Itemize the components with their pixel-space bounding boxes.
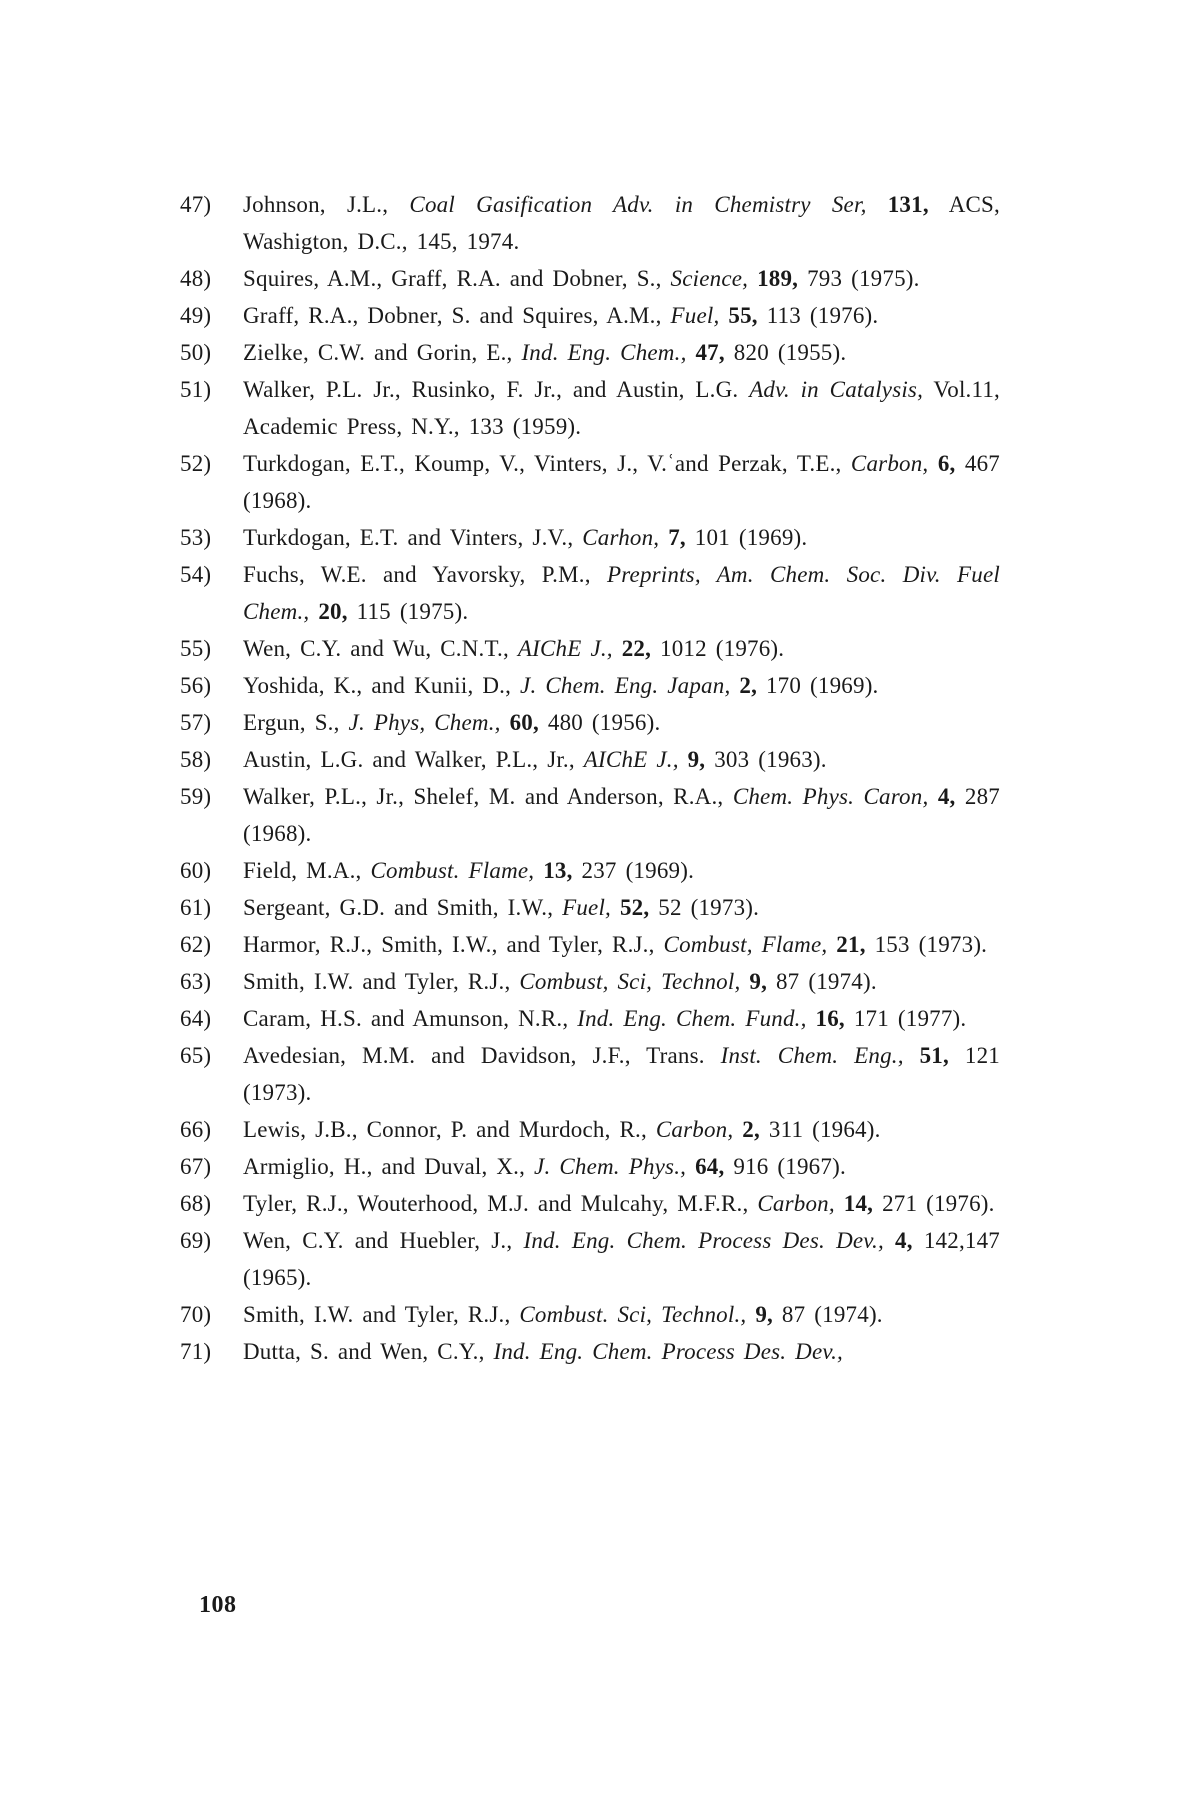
reference-text: [243, 784, 1000, 846]
reference-volume: 20,: [318, 599, 348, 624]
reference-segment: Walker, P.L. Jr., Rusinko, F. Jr., and Austin, L.G.: [243, 377, 750, 402]
reference-text: [243, 377, 1000, 439]
reference-segment: ACS, Washigton, D.C., 145, 1974.: [243, 192, 1000, 254]
reference-journal: Preprints, Am. Chem. Soc. Div. Fuel Chem.,: [243, 562, 1000, 624]
reference-journal: J. Phys, Chem.,: [348, 710, 501, 735]
reference-text: [243, 303, 878, 328]
reference-number: 58): [180, 747, 212, 772]
reference-segment: 480 (1956).: [538, 710, 661, 735]
reference-segment: Smith, I.W. and Tyler, R.J.,: [243, 969, 520, 994]
reference-segment: [309, 599, 318, 624]
reference-segment: Wen, C.Y. and Huebler, J.,: [243, 1228, 524, 1253]
reference-volume: 9,: [749, 969, 768, 994]
reference-journal: Coal Gasification Adv. in Chemistry Ser,: [409, 192, 867, 217]
reference-segment: [904, 1043, 920, 1068]
reference-segment: [746, 1302, 755, 1327]
reference-entry: [180, 334, 1000, 371]
reference-segment: [928, 451, 937, 476]
reference-volume: 4,: [895, 1228, 913, 1253]
reference-text: [243, 636, 784, 661]
reference-segment: 820 (1955).: [724, 340, 847, 365]
reference-volume: 22,: [621, 636, 652, 661]
reference-volume: 6,: [937, 451, 956, 476]
reference-segment: [501, 710, 510, 735]
reference-text: [243, 1006, 966, 1031]
reference-number: 62): [180, 932, 212, 957]
reference-list: [180, 186, 1000, 1370]
reference-text: [243, 1043, 1000, 1105]
reference-entry: [180, 556, 1000, 630]
reference-number: 56): [180, 673, 212, 698]
reference-number: 70): [180, 1302, 212, 1327]
reference-journal: Fuel,: [670, 303, 720, 328]
reference-journal: Carbon,: [850, 451, 929, 476]
reference-segment: 1012 (1976).: [651, 636, 785, 661]
reference-entry: [180, 1000, 1000, 1037]
reference-journal: Chem. Phys. Caron,: [732, 784, 929, 809]
reference-segment: [748, 266, 757, 291]
reference-entry: [180, 963, 1000, 1000]
reference-volume: 47,: [695, 340, 725, 365]
reference-text: [243, 969, 877, 994]
reference-volume: 2,: [739, 673, 758, 698]
reference-text: [243, 1154, 846, 1179]
reference-entry: [180, 1111, 1000, 1148]
reference-number: 68): [180, 1191, 212, 1216]
reference-number: 71): [180, 1339, 212, 1364]
reference-segment: 303 (1963).: [705, 747, 827, 772]
reference-number: 52): [180, 451, 212, 476]
reference-entry: [180, 1148, 1000, 1185]
reference-journal: Carhon,: [582, 525, 660, 550]
reference-text: [243, 340, 846, 365]
reference-journal: Combust. Sci, Technol.,: [519, 1302, 747, 1327]
reference-entry: [180, 1296, 1000, 1333]
reference-number: 53): [180, 525, 212, 550]
reference-number: 59): [180, 784, 212, 809]
reference-segment: Johnson, J.L.,: [243, 192, 410, 217]
reference-segment: Turkdogan, E.T., Koump, V., Vinters, J., V.ʿand Perzak, T.E.,: [243, 451, 851, 476]
reference-journal: Science,: [670, 266, 749, 291]
reference-segment: 115 (1975).: [347, 599, 469, 624]
reference-journal: Combust, Sci, Technol,: [519, 969, 741, 994]
reference-entry: [180, 667, 1000, 704]
reference-segment: Smith, I.W. and Tyler, R.J.,: [243, 1302, 520, 1327]
reference-text: [243, 525, 807, 550]
reference-entry: [180, 1333, 1000, 1370]
reference-number: 63): [180, 969, 212, 994]
reference-segment: [867, 192, 888, 217]
reference-number: 57): [180, 710, 212, 735]
reference-segment: 467 (1968).: [243, 451, 1000, 513]
reference-segment: 237 (1969).: [572, 858, 695, 883]
reference-segment: [611, 895, 620, 920]
reference-entry: [180, 297, 1000, 334]
reference-segment: Dutta, S. and Wen, C.Y.,: [243, 1339, 494, 1364]
reference-segment: Austin, L.G. and Walker, P.L., Jr.,: [243, 747, 584, 772]
reference-entry: [180, 852, 1000, 889]
reference-volume: 51,: [919, 1043, 949, 1068]
reference-text: [243, 451, 1000, 513]
reference-journal: Ind. Eng. Chem.,: [521, 340, 687, 365]
reference-text: [243, 895, 759, 920]
reference-segment: Yoshida, K., and Kunii, D.,: [243, 673, 521, 698]
reference-journal: Ind. Eng. Chem. Process Des. Dev.,: [493, 1339, 843, 1364]
reference-segment: 87 (1974).: [772, 1302, 883, 1327]
reference-number: 54): [180, 562, 212, 587]
reference-number: 47): [180, 192, 212, 217]
reference-segment: [659, 525, 668, 550]
reference-journal: Carbon,: [655, 1117, 734, 1142]
reference-segment: 142,147 (1965).: [243, 1228, 1000, 1290]
reference-segment: [613, 636, 622, 661]
reference-volume: 55,: [728, 303, 758, 328]
reference-journal: Inst. Chem. Eng.,: [720, 1043, 904, 1068]
reference-text: [243, 747, 827, 772]
reference-entry: [180, 186, 1000, 260]
reference-entry: [180, 741, 1000, 778]
reference-segment: 793 (1975).: [798, 266, 920, 291]
reference-entry: [180, 519, 1000, 556]
reference-text: [243, 932, 987, 957]
reference-text: [243, 192, 1000, 254]
reference-segment: 52 (1973).: [649, 895, 760, 920]
reference-journal: J. Chem. Phys.,: [534, 1154, 687, 1179]
reference-segment: Squires, A.M., Graff, R.A. and Dobner, S.,: [243, 266, 671, 291]
reference-text: [243, 562, 1000, 624]
reference-volume: 189,: [757, 266, 799, 291]
reference-segment: Turkdogan, E.T. and Vinters, J.V.,: [243, 525, 583, 550]
reference-segment: Tyler, R.J., Wouterhood, M.J. and Mulcahy, M.F.R.,: [243, 1191, 758, 1216]
reference-journal: Adv. in Catalysis,: [749, 377, 924, 402]
reference-number: 48): [180, 266, 212, 291]
reference-entry: [180, 630, 1000, 667]
reference-number: 69): [180, 1228, 212, 1253]
reference-entry: [180, 889, 1000, 926]
reference-segment: [679, 747, 688, 772]
reference-journal: Ind. Eng. Chem. Fund.,: [577, 1006, 807, 1031]
reference-segment: 101 (1969).: [685, 525, 808, 550]
reference-segment: [884, 1228, 895, 1253]
reference-segment: 287 (1968).: [243, 784, 1001, 846]
reference-segment: Harmor, R.J., Smith, I.W., and Tyler, R.J.,: [243, 932, 664, 957]
reference-volume: 9,: [755, 1302, 773, 1327]
reference-entry: [180, 445, 1000, 519]
reference-number: 64): [180, 1006, 212, 1031]
reference-segment: Fuchs, W.E. and Yavorsky, P.M.,: [243, 562, 607, 587]
reference-number: 51): [180, 377, 212, 402]
reference-number: 55): [180, 636, 212, 661]
reference-text: [243, 673, 879, 698]
reference-volume: 16,: [815, 1006, 845, 1031]
reference-text: [243, 710, 660, 735]
reference-segment: 271 (1976).: [873, 1191, 995, 1216]
reference-number: 61): [180, 895, 212, 920]
reference-number: 65): [180, 1043, 212, 1068]
reference-volume: 52,: [619, 895, 650, 920]
reference-volume: 13,: [543, 858, 573, 883]
reference-entry: [180, 371, 1000, 445]
page-number: 108: [199, 1592, 237, 1618]
reference-entry: [180, 260, 1000, 297]
reference-volume: 2,: [742, 1117, 760, 1142]
reference-volume: 14,: [843, 1191, 874, 1216]
reference-text: [243, 1228, 1000, 1290]
reference-segment: Vol.11, Academic Press, N.Y., 133 (1959).: [243, 377, 1001, 439]
reference-segment: Graff, R.A., Dobner, S. and Squires, A.M.,: [243, 303, 671, 328]
reference-text: [243, 858, 694, 883]
reference-segment: [534, 858, 543, 883]
reference-segment: Zielke, C.W. and Gorin, E.,: [243, 340, 522, 365]
reference-text: [243, 266, 920, 291]
reference-segment: 170 (1969).: [757, 673, 879, 698]
reference-volume: 131,: [887, 192, 929, 217]
reference-number: 67): [180, 1154, 212, 1179]
reference-segment: Field, M.A.,: [243, 858, 371, 883]
reference-number: 49): [180, 303, 212, 328]
reference-volume: 7,: [668, 525, 686, 550]
reference-segment: Ergun, S.,: [243, 710, 349, 735]
reference-segment: [835, 1191, 844, 1216]
reference-text: [243, 1302, 883, 1327]
reference-journal: Carbon,: [757, 1191, 835, 1216]
reference-journal: AIChE J.,: [583, 747, 679, 772]
reference-segment: [928, 784, 937, 809]
reference-entry: [180, 926, 1000, 963]
reference-volume: 4,: [937, 784, 956, 809]
reference-segment: Caram, H.S. and Amunson, N.R.,: [243, 1006, 578, 1031]
reference-segment: [733, 1117, 742, 1142]
reference-segment: Lewis, J.B., Connor, P. and Murdoch, R.,: [243, 1117, 656, 1142]
reference-segment: [827, 932, 836, 957]
reference-text: [243, 1117, 881, 1142]
reference-segment: [686, 1154, 695, 1179]
reference-journal: Combust, Flame,: [663, 932, 828, 957]
reference-journal: AIChE J.,: [517, 636, 613, 661]
reference-entry: [180, 778, 1000, 852]
reference-segment: 311 (1964).: [759, 1117, 881, 1142]
reference-segment: 121 (1973).: [243, 1043, 1000, 1105]
reference-volume: 9,: [687, 747, 706, 772]
reference-segment: 153 (1973).: [865, 932, 988, 957]
reference-entry: [180, 1037, 1000, 1111]
reference-segment: Avedesian, M.M. and Davidson, J.F., Trans.: [243, 1043, 721, 1068]
reference-entry: [180, 1222, 1000, 1296]
reference-volume: 21,: [836, 932, 866, 957]
reference-segment: Armiglio, H., and Duval, X.,: [243, 1154, 535, 1179]
reference-number: 50): [180, 340, 212, 365]
reference-volume: 60,: [509, 710, 539, 735]
reference-volume: 64,: [695, 1154, 725, 1179]
reference-entry: [180, 1185, 1000, 1222]
reference-segment: Sergeant, G.D. and Smith, I.W.,: [243, 895, 563, 920]
reference-text: [243, 1339, 843, 1364]
reference-segment: 916 (1967).: [724, 1154, 846, 1179]
reference-entry: [180, 704, 1000, 741]
reference-segment: 87 (1974).: [767, 969, 877, 994]
reference-journal: Ind. Eng. Chem. Process Des. Dev.,: [523, 1228, 884, 1253]
reference-journal: Combust. Flame,: [370, 858, 535, 883]
reference-segment: Wen, C.Y. and Wu, C.N.T.,: [243, 636, 518, 661]
reference-segment: [807, 1006, 816, 1031]
reference-number: 60): [180, 858, 212, 883]
reference-segment: 113 (1976).: [757, 303, 879, 328]
reference-segment: Walker, P.L., Jr., Shelef, M. and Anderson, R.A.,: [243, 784, 733, 809]
reference-journal: Fuel,: [562, 895, 612, 920]
reference-segment: 171 (1977).: [844, 1006, 967, 1031]
reference-number: 66): [180, 1117, 212, 1142]
reference-text: [243, 1191, 995, 1216]
reference-journal: J. Chem. Eng. Japan,: [520, 673, 731, 698]
